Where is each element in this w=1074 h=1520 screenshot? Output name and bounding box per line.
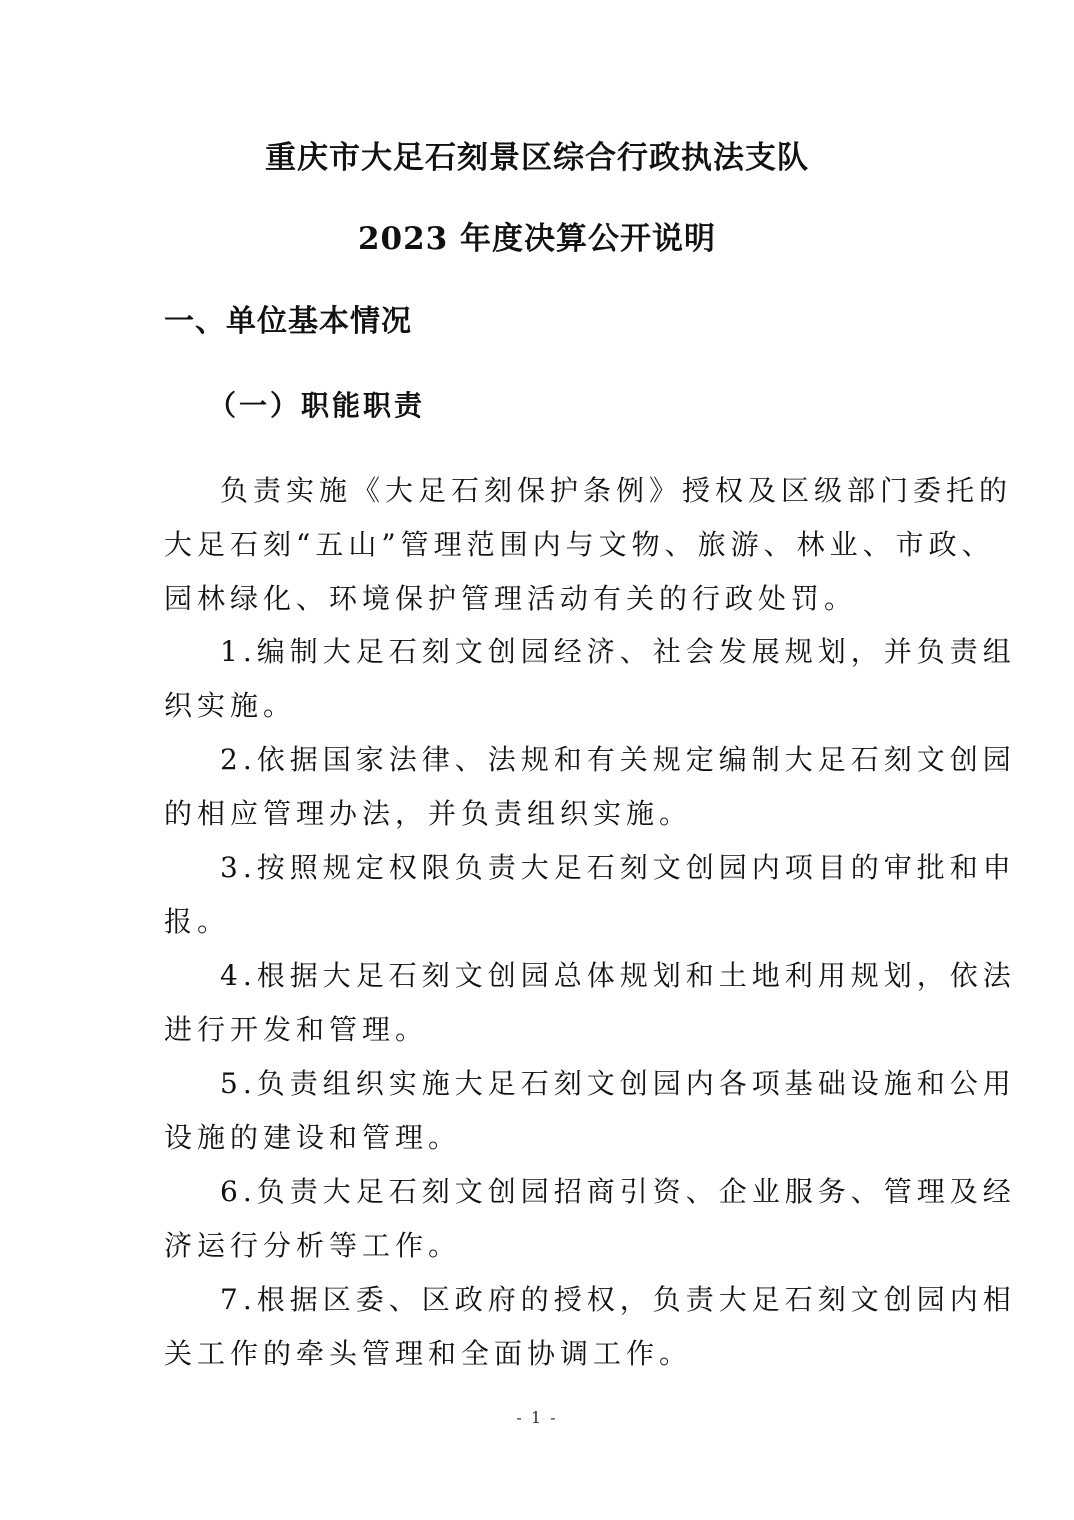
paragraph-line: 5.负责组织实施大足石刻文创园内各项基础设施和公用 (220, 1067, 1016, 1100)
paragraph (164, 841, 1016, 949)
paragraph-line: 大足石刻“五山”管理范围内与文物、旅游、林业、市政、 (164, 528, 995, 561)
paragraph (164, 949, 1016, 1057)
paragraph-line: 7.根据区委、区政府的授权，负责大足石刻文创园内相 (220, 1283, 1016, 1316)
paragraph-line: 济运行分析等工作。 (164, 1229, 462, 1262)
paragraph-line: 设施的建设和管理。 (164, 1121, 462, 1154)
paragraph-line: 4.根据大足石刻文创园总体规划和土地利用规划，依法 (220, 959, 1016, 992)
paragraph (164, 1165, 1016, 1273)
paragraph-line: 负责实施《大足石刻保护条例》授权及区级部门委托的 (220, 474, 1013, 507)
paragraph-line: 进行开发和管理。 (164, 1013, 429, 1046)
paragraph-line: 6.负责大足石刻文创园招商引资、企业服务、管理及经 (220, 1175, 1016, 1208)
paragraph-line: 1.编制大足石刻文创园经济、社会发展规划，并负责组 (220, 635, 1016, 668)
paragraph (164, 733, 1016, 841)
paragraph (164, 625, 1016, 733)
paragraph (164, 1057, 1016, 1165)
paragraph (164, 1273, 1016, 1381)
paragraph-line: 2.依据国家法律、法规和有关规定编制大足石刻文创园 (220, 743, 1016, 776)
paragraph-line: 关工作的牵头管理和全面协调工作。 (164, 1337, 693, 1370)
paragraph (164, 464, 1013, 626)
paragraph-line: 的相应管理办法，并负责组织实施。 (164, 797, 693, 830)
page-number: - 1 - (516, 1408, 558, 1427)
paragraph-line: 织实施。 (164, 689, 297, 722)
paragraph-line: 园林绿化、环境保护管理活动有关的行政处罚。 (164, 582, 858, 615)
paragraph-line: 3.按照规定权限负责大足石刻文创园内项目的审批和申 (220, 851, 1016, 884)
document-title-line-2: 2023 年度决算公开说明 (357, 221, 717, 257)
subsection-heading: （一）职能职责 (208, 389, 426, 422)
paragraph-line: 报。 (164, 905, 231, 938)
section-heading: 一、单位基本情况 (164, 304, 412, 339)
document-title-line-1: 重庆市大足石刻景区综合行政执法支队 (265, 140, 809, 176)
